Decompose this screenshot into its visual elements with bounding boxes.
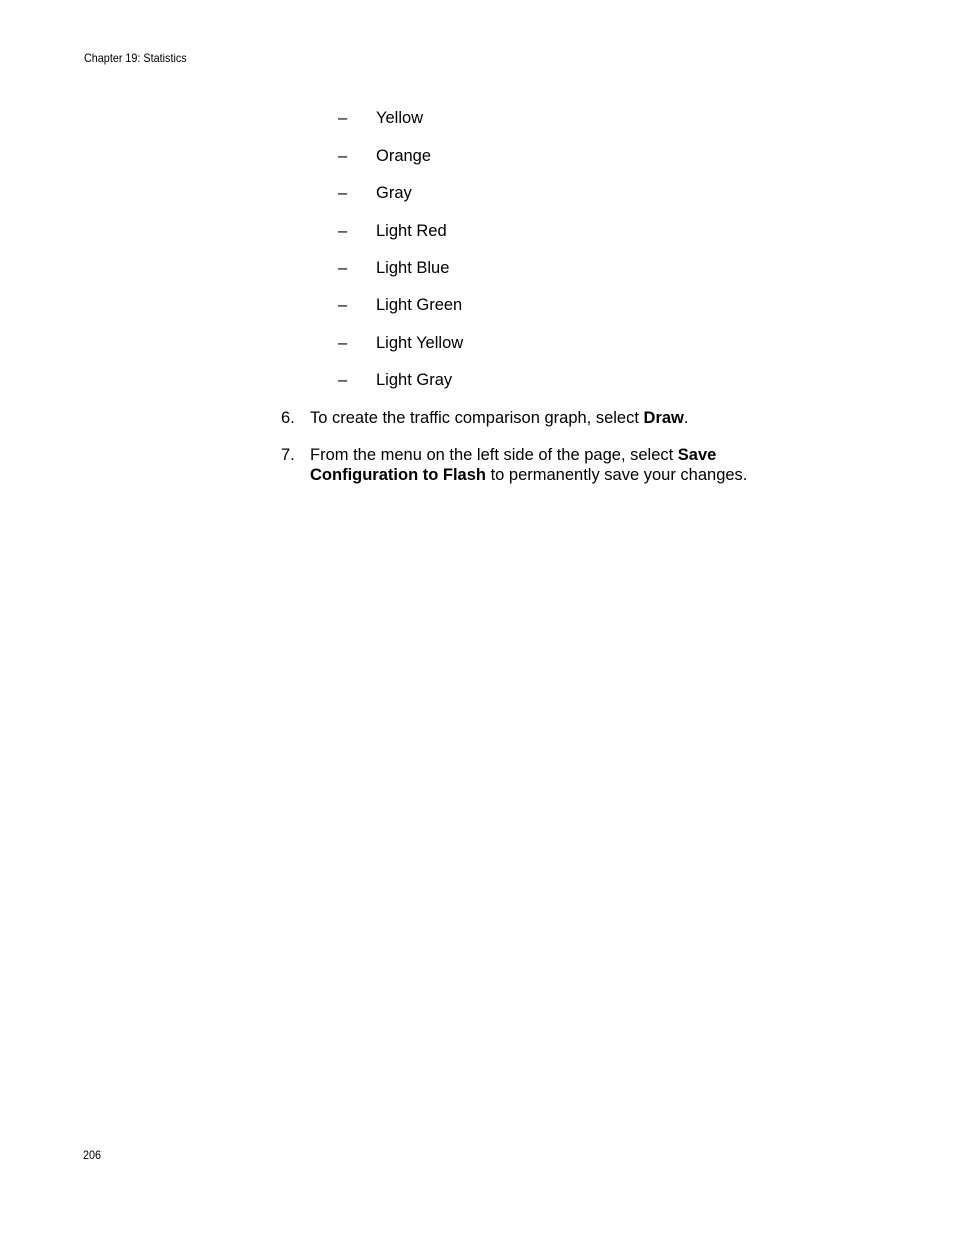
list-dash: – [338, 109, 348, 127]
step-text [310, 445, 770, 485]
step-bold-term: Draw [643, 409, 684, 427]
step-text-part: to permanently save your changes. [485, 466, 748, 484]
list-dash: – [338, 184, 348, 202]
color-option-label: Gray [376, 184, 412, 202]
step-text-part: From the menu on the left side of the page, select [310, 446, 678, 464]
list-dash: – [338, 371, 348, 389]
color-option-label: Light Gray [376, 371, 453, 389]
color-option-label: Light Red [376, 222, 447, 240]
page-number: 206 [83, 1148, 102, 1162]
list-dash: – [338, 147, 348, 165]
color-option-label: Light Green [376, 296, 463, 314]
step-number: 6. [281, 409, 295, 427]
step-text [310, 408, 800, 428]
color-option-label: Yellow [376, 109, 424, 127]
step-bold-term: Save Configuration to Flash [310, 446, 717, 484]
color-option-label: Light Blue [376, 259, 450, 277]
color-option-label: Light Yellow [376, 334, 464, 352]
step-text-part: . [683, 409, 689, 427]
color-option-label: Orange [376, 147, 432, 165]
running-header: Chapter 19: Statistics [84, 51, 187, 65]
list-dash: – [338, 259, 348, 277]
list-dash: – [338, 296, 348, 314]
list-dash: – [338, 334, 348, 352]
step-7 [281, 445, 801, 485]
step-number: 7. [281, 446, 295, 464]
step-6 [281, 408, 801, 428]
step-text-part: To create the traffic comparison graph, select [310, 409, 644, 427]
list-dash: – [338, 222, 348, 240]
